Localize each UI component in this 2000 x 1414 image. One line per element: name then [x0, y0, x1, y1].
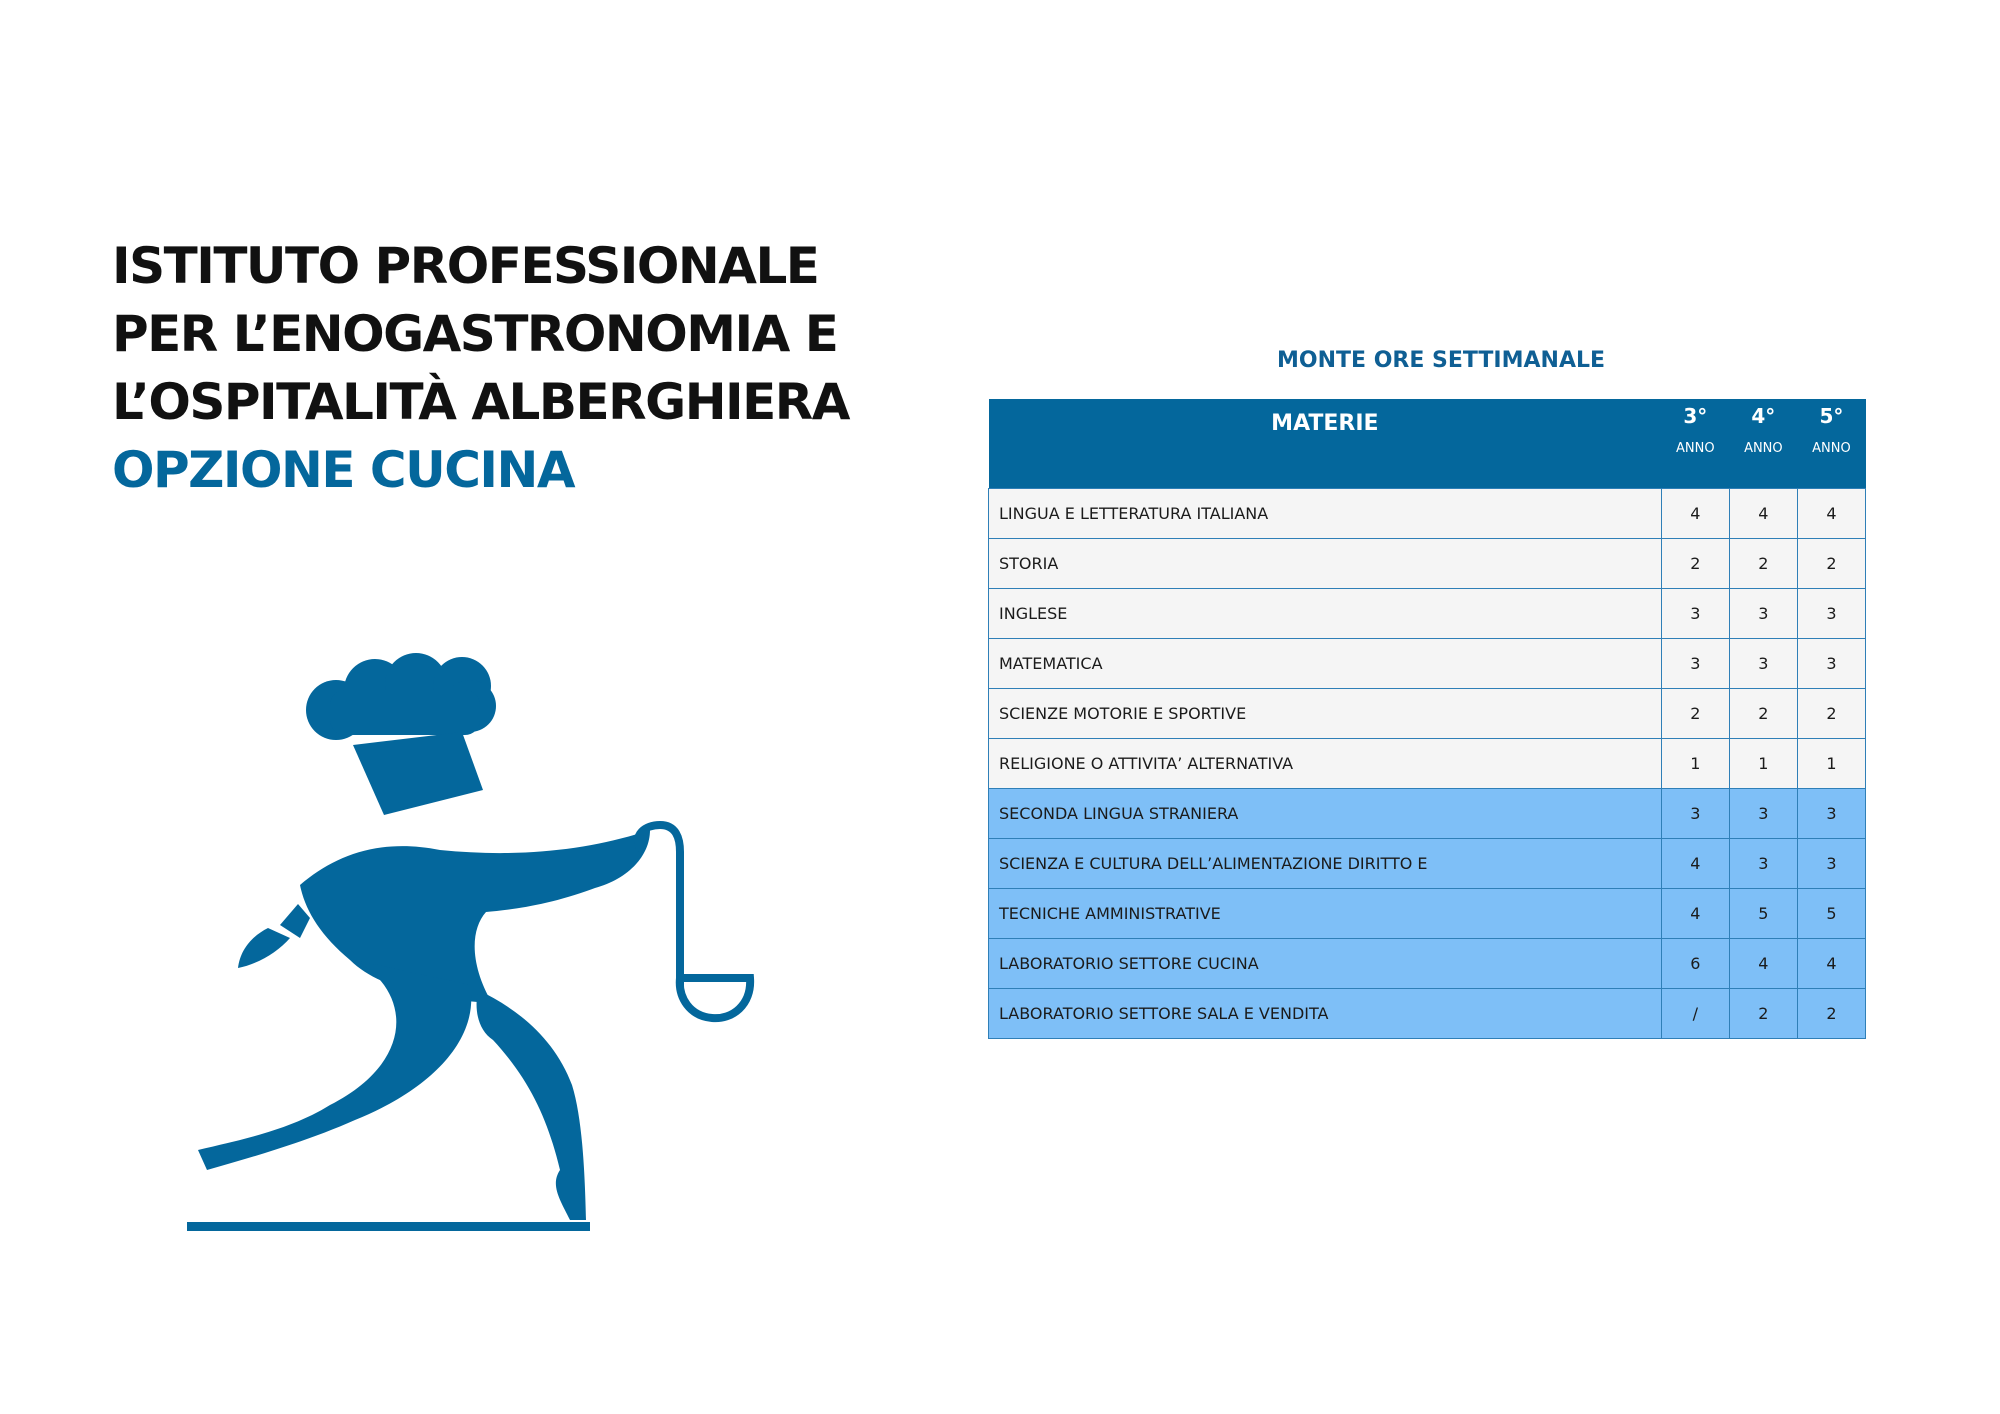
hours-cell: 2: [1729, 989, 1797, 1039]
subject-cell: SCIENZA E CULTURA DELL’ALIMENTAZIONE DIRITTO E: [989, 839, 1662, 889]
hours-cell: 2: [1729, 539, 1797, 589]
weekly-hours-table: [988, 399, 1866, 1039]
hours-cell: 3: [1729, 789, 1797, 839]
hours-cell: 2: [1797, 689, 1865, 739]
subject-cell: RELIGIONE O ATTIVITA’ ALTERNATIVA: [989, 739, 1662, 789]
subject-cell: MATEMATICA: [989, 639, 1662, 689]
year-4-number: 4°: [1751, 404, 1776, 428]
year-5-label: ANNO: [1812, 441, 1851, 456]
table-row: [989, 839, 1866, 889]
table-row: [989, 989, 1866, 1039]
hours-cell: 4: [1661, 489, 1729, 539]
table-row: [989, 689, 1866, 739]
year-5-number: 5°: [1819, 404, 1844, 428]
table-row: [989, 789, 1866, 839]
hours-cell: 4: [1661, 839, 1729, 889]
year-4-header: [1729, 399, 1797, 489]
hours-cell: 3: [1797, 589, 1865, 639]
heading-line-2: PER L’ENOGASTRONOMIA E: [112, 305, 838, 363]
hours-cell: 2: [1661, 539, 1729, 589]
hours-cell: 4: [1661, 889, 1729, 939]
table-title: MONTE ORE SETTIMANALE: [1277, 348, 1606, 373]
hours-cell: 6: [1661, 939, 1729, 989]
year-4-label: ANNO: [1744, 441, 1783, 456]
hours-cell: 2: [1661, 689, 1729, 739]
table-row: [989, 939, 1866, 989]
table-row: [989, 539, 1866, 589]
subject-cell: SECONDA LINGUA STRANIERA: [989, 789, 1662, 839]
chef-with-ladle-icon: [180, 640, 760, 1240]
hours-cell: 5: [1729, 889, 1797, 939]
subject-cell: LINGUA E LETTERATURA ITALIANA: [989, 489, 1662, 539]
hours-cell: 2: [1797, 989, 1865, 1039]
hours-cell: 3: [1729, 589, 1797, 639]
year-5-header: [1797, 399, 1865, 489]
subject-cell: LABORATORIO SETTORE CUCINA: [989, 939, 1662, 989]
hours-cell: 2: [1729, 689, 1797, 739]
subject-cell: SCIENZE MOTORIE E SPORTIVE: [989, 689, 1662, 739]
subject-cell: LABORATORIO SETTORE SALA E VENDITA: [989, 989, 1662, 1039]
hours-cell: 4: [1729, 939, 1797, 989]
heading-option: OPZIONE CUCINA: [112, 441, 575, 499]
subjects-header: MATERIE: [989, 399, 1662, 489]
hours-cell: 3: [1797, 639, 1865, 689]
table-row: [989, 739, 1866, 789]
hours-cell: 1: [1797, 739, 1865, 789]
table-row: [989, 889, 1866, 939]
hours-cell: 1: [1729, 739, 1797, 789]
hours-cell: 3: [1797, 839, 1865, 889]
hours-cell: 4: [1797, 489, 1865, 539]
hours-cell: 3: [1729, 639, 1797, 689]
hours-cell: /: [1661, 989, 1729, 1039]
hours-cell: 5: [1797, 889, 1865, 939]
year-3-header: [1661, 399, 1729, 489]
table-row: [989, 589, 1866, 639]
hours-cell: 4: [1797, 939, 1865, 989]
subject-cell: INGLESE: [989, 589, 1662, 639]
hours-cell: 3: [1729, 839, 1797, 889]
hours-cell: 2: [1797, 539, 1865, 589]
table-row: [989, 639, 1866, 689]
table-header-row: [989, 399, 1866, 489]
heading-line-3: L’OSPITALITÀ ALBERGHIERA: [112, 373, 849, 431]
subject-cell: STORIA: [989, 539, 1662, 589]
hours-cell: 3: [1661, 789, 1729, 839]
hours-cell: 3: [1661, 639, 1729, 689]
hours-cell: 1: [1661, 739, 1729, 789]
heading-line-1: ISTITUTO PROFESSIONALE: [112, 237, 819, 295]
subject-cell: TECNICHE AMMINISTRATIVE: [989, 889, 1662, 939]
hours-cell: 3: [1661, 589, 1729, 639]
year-3-number: 3°: [1683, 404, 1708, 428]
year-3-label: ANNO: [1676, 441, 1715, 456]
table-row: [989, 489, 1866, 539]
page-heading: [112, 232, 872, 504]
hours-cell: 4: [1729, 489, 1797, 539]
hours-cell: 3: [1797, 789, 1865, 839]
